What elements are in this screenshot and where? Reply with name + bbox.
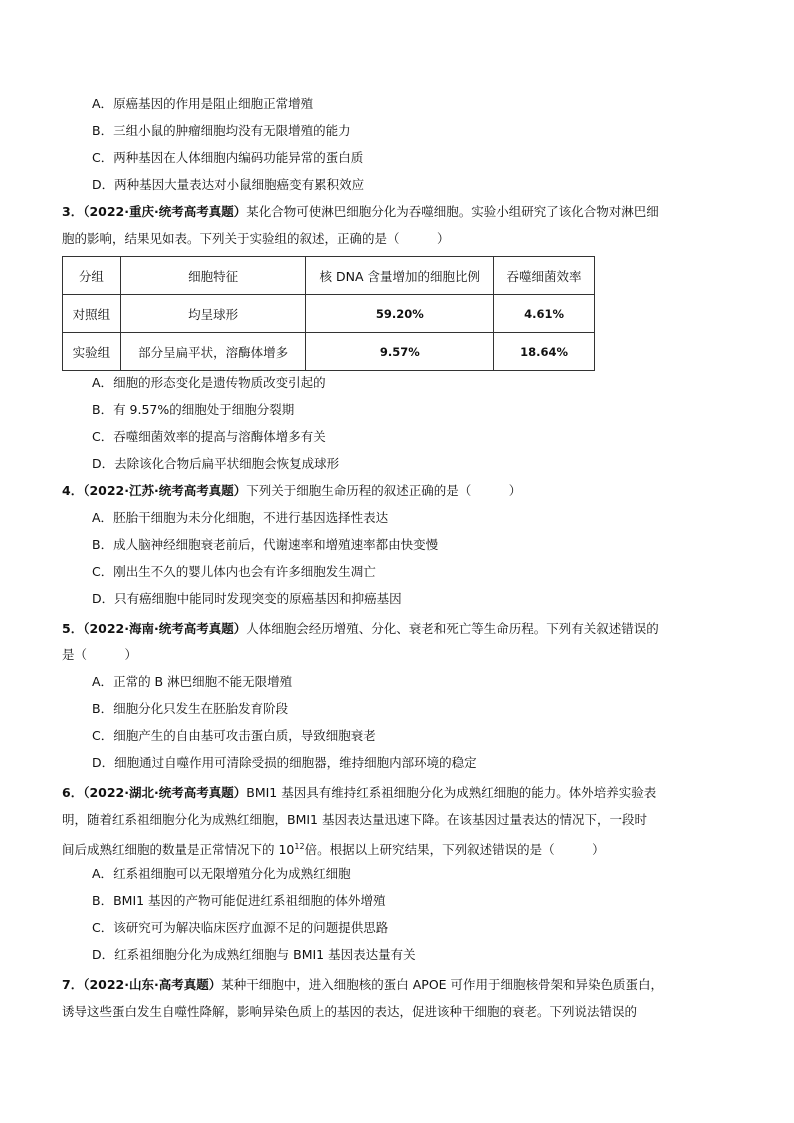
q2-option-b: B．三组小鼠的肿瘤细胞均没有无限增殖的能力 <box>92 123 351 138</box>
q4-stem: 4．（2022·江苏·统考高考真题）下列关于细胞生命历程的叙述正确的是（ ） <box>62 483 522 498</box>
table-cell: 9.57% <box>306 333 494 371</box>
q7-head: 7．（2022·山东·高考真题） <box>62 977 222 992</box>
table-row <box>63 295 595 333</box>
table-cell: 部分呈扁平状，溶酶体增多 <box>120 333 306 371</box>
q5-head: 5．（2022·海南·统考高考真题） <box>62 621 247 636</box>
q6-option-d: D．红系祖细胞分化为成熟红细胞与 BMI1 基因表达量有关 <box>92 947 416 962</box>
table-cell: 59.20% <box>306 295 494 333</box>
q4-head: 4．（2022·江苏·统考高考真题） <box>62 483 247 498</box>
table-header-row <box>63 257 595 295</box>
q3-option-b: B．有 9.57%的细胞处于细胞分裂期 <box>92 402 295 417</box>
q5-option-c: C．细胞产生的自由基可攻击蛋白质，导致细胞衰老 <box>92 728 376 743</box>
q3-stem-line1: 3．（2022·重庆·统考高考真题）某化合物可使淋巴细胞分化为吞噬细胞。实验小组研究了该化合物对淋巴细 <box>62 204 659 219</box>
q6-option-b: B．BMI1 基因的产物可能促进红系祖细胞的体外增殖 <box>92 893 386 908</box>
table-header-cell: 吞噬细菌效率 <box>494 257 595 295</box>
q6-option-c: C．该研究可为解决临床医疗血源不足的问题提供思路 <box>92 920 389 935</box>
table-cell: 4.61% <box>494 295 595 333</box>
q3-option-d: D．去除该化合物后扁平状细胞会恢复成球形 <box>92 456 340 471</box>
q4-option-c: C．刚出生不久的婴儿体内也会有许多细胞发生凋亡 <box>92 564 376 579</box>
q3-head: 3．（2022·重庆·统考高考真题） <box>62 204 247 219</box>
q7-stem-line1: 7．（2022·山东·高考真题）某种干细胞中，进入细胞核的蛋白 APOE 可作用于细胞核骨架和异染色质蛋白， <box>62 977 664 992</box>
table-row <box>63 333 595 371</box>
q5-option-a: A．正常的 B 淋巴细胞不能无限增殖 <box>92 674 293 689</box>
q3-data-table <box>62 256 595 371</box>
table-cell: 18.64% <box>494 333 595 371</box>
q3-stem-line2: 胞的影响，结果见如表。下列关于实验组的叙述，正确的是（ ） <box>62 231 450 246</box>
q6-option-a: A．红系祖细胞可以无限增殖分化为成熟红细胞 <box>92 866 351 881</box>
q4-option-a: A．胚胎干细胞为未分化细胞，不进行基因选择性表达 <box>92 510 389 525</box>
q5-option-d: D．细胞通过自噬作用可清除受损的细胞器，维持细胞内部环境的稳定 <box>92 755 477 770</box>
table-header-cell: 核 DNA 含量增加的细胞比例 <box>306 257 494 295</box>
q3-option-c: C．吞噬细菌效率的提高与溶酶体增多有关 <box>92 429 326 444</box>
q2-option-c: C．两种基因在人体细胞内编码功能异常的蛋白质 <box>92 150 364 165</box>
table-header-cell: 分组 <box>63 257 121 295</box>
q6-head: 6．（2022·湖北·统考高考真题） <box>62 785 247 800</box>
q5-stem-line1: 5．（2022·海南·统考高考真题）人体细胞会经历增殖、分化、衰老和死亡等生命历程。下列有关叙述错误的 <box>62 621 659 636</box>
q3-option-a: A．细胞的形态变化是遗传物质改变引起的 <box>92 375 326 390</box>
q4-option-b: B．成人脑神经细胞衰老前后，代谢速率和增殖速率都由快变慢 <box>92 537 439 552</box>
table-cell: 对照组 <box>63 295 121 333</box>
q7-stem-line2: 诱导这些蛋白发生自噬性降解，影响异染色质上的基因的表达，促进该种干细胞的衰老。下列说法错误的 <box>62 1004 638 1019</box>
q4-option-d: D．只有癌细胞中能同时发现突变的原癌基因和抑癌基因 <box>92 591 402 606</box>
q5-option-b: B．细胞分化只发生在胚胎发育阶段 <box>92 701 289 716</box>
q6-stem-line2: 明，随着红系祖细胞分化为成熟红细胞，BMI1 基因表达量迅速下降。在该基因过量表达的情况下，一段时 <box>62 812 647 827</box>
q6-stem-line3: 间后成熟红细胞的数量是正常情况下的 $10^{12}$倍。根据以上研究结果，下列叙述错误的是（ ） <box>62 842 605 858</box>
table-cell: 实验组 <box>63 333 121 371</box>
q6-stem-line1: 6．（2022·湖北·统考高考真题）BMI1 基因具有维持红系祖细胞分化为成熟红细胞的能力。体外培养实验表 <box>62 785 657 800</box>
q5-stem-line2: 是（ ） <box>62 647 138 662</box>
q2-option-d: D．两种基因大量表达对小鼠细胞癌变有累积效应 <box>92 177 365 192</box>
q2-option-a: A．原癌基因的作用是阻止细胞正常增殖 <box>92 96 314 111</box>
table-header-cell: 细胞特征 <box>120 257 306 295</box>
table-cell: 均呈球形 <box>120 295 306 333</box>
